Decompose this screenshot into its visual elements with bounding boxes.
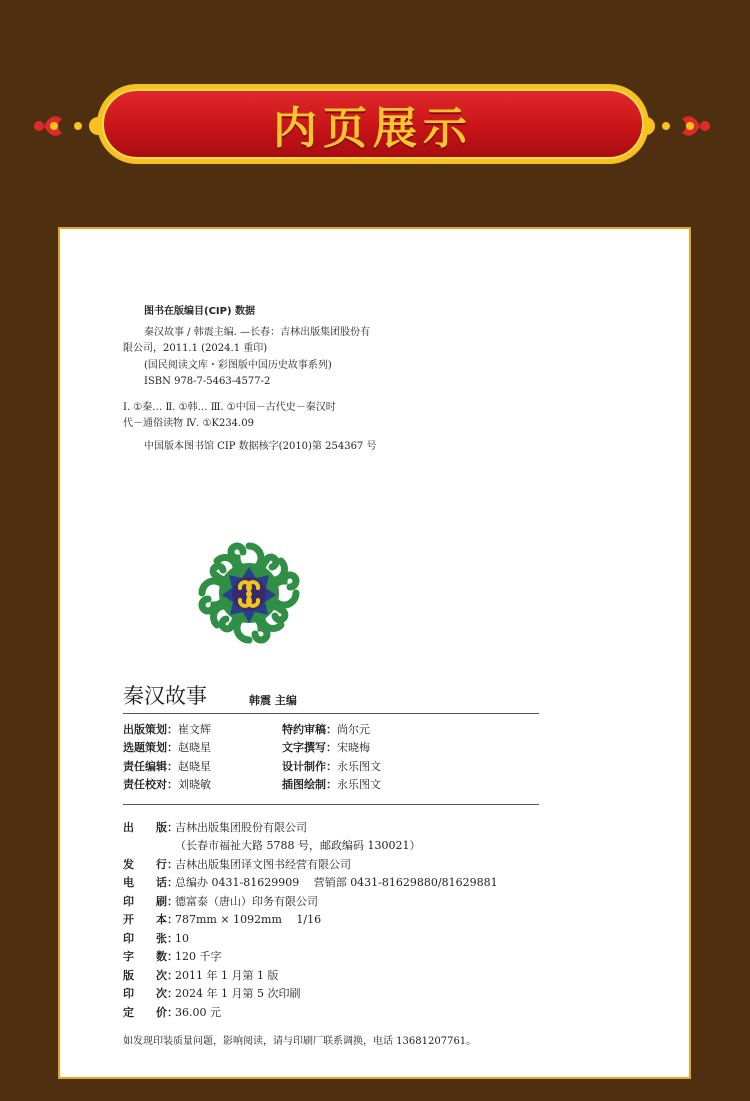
credits-divider bbox=[123, 804, 539, 805]
publication-row: 电 话：总编办 0431-81629909 营销部 0431-81629880/81629881 bbox=[123, 876, 498, 889]
publication-row: 定 价：36.00 元 bbox=[123, 1006, 221, 1019]
credit-item: 文字撰写：宋晓梅 bbox=[282, 741, 370, 754]
credit-item: 责任校对：刘晓敏 bbox=[123, 778, 211, 791]
cip-line: ISBN 978-7-5463-4577-2 bbox=[144, 376, 271, 387]
cip-line: (国民阅读文库・彩图版中国历史故事系列) bbox=[144, 360, 332, 371]
title-divider bbox=[123, 713, 539, 714]
cip-line: 代－通俗读物 Ⅳ. ①K234.09 bbox=[123, 418, 254, 429]
cip-line: 限公司，2011.1 (2024.1 重印) bbox=[123, 343, 268, 354]
cip-line: 秦汉故事 / 韩震主编. —长春：吉林出版集团股份有 bbox=[144, 327, 371, 338]
credit-item: 出版策划：崔文辉 bbox=[123, 723, 211, 736]
copyright-page bbox=[58, 227, 691, 1079]
banner-inner bbox=[102, 89, 644, 159]
publication-row: 印 张：10 bbox=[123, 932, 189, 945]
publication-row: 字 数：120 千字 bbox=[123, 950, 222, 963]
publication-row: 发 行：吉林出版集团译文图书经营有限公司 bbox=[123, 858, 351, 871]
publication-row: 出 版：吉林出版集团股份有限公司 bbox=[123, 821, 307, 834]
credit-item: 特约审稿：尚尔元 bbox=[282, 723, 370, 736]
credit-item: 选题策划：赵晓星 bbox=[123, 741, 211, 754]
credit-item: 责任编辑：赵晓星 bbox=[123, 760, 211, 773]
banner-title: 内页展示 bbox=[273, 103, 473, 154]
cip-line: 中国版本图书馆 CIP 数据核字(2010)第 254367 号 bbox=[144, 441, 377, 452]
decorative-cloud-emblem-icon bbox=[190, 534, 308, 652]
cip-heading: 图书在版编目(CIP) 数据 bbox=[144, 306, 256, 317]
credit-item: 插图绘制：永乐图文 bbox=[282, 778, 381, 791]
section-banner bbox=[97, 84, 649, 164]
publication-row: 印 刷：德富泰（唐山）印务有限公司 bbox=[123, 895, 318, 908]
book-title: 秦汉故事 bbox=[123, 684, 207, 708]
cip-line: Ⅰ. ①秦… Ⅱ. ①韩… Ⅲ. ①中国－古代史－秦汉时 bbox=[123, 402, 336, 413]
publication-row: （长春市福祉大路 5788 号，邮政编码 130021） bbox=[175, 839, 421, 852]
publication-row: 印 次：2024 年 1 月第 5 次印刷 bbox=[123, 987, 301, 1000]
publication-row: 开 本：787mm × 1092mm 1/16 bbox=[123, 913, 322, 926]
publication-row: 版 次：2011 年 1 月第 1 版 bbox=[123, 969, 279, 982]
quality-notice: 如发现印装质量问题，影响阅读，请与印刷厂联系调换，电话 13681207761。 bbox=[123, 1036, 477, 1047]
credit-item: 设计制作：永乐图文 bbox=[282, 760, 381, 773]
book-editor: 韩震 主编 bbox=[249, 694, 297, 707]
